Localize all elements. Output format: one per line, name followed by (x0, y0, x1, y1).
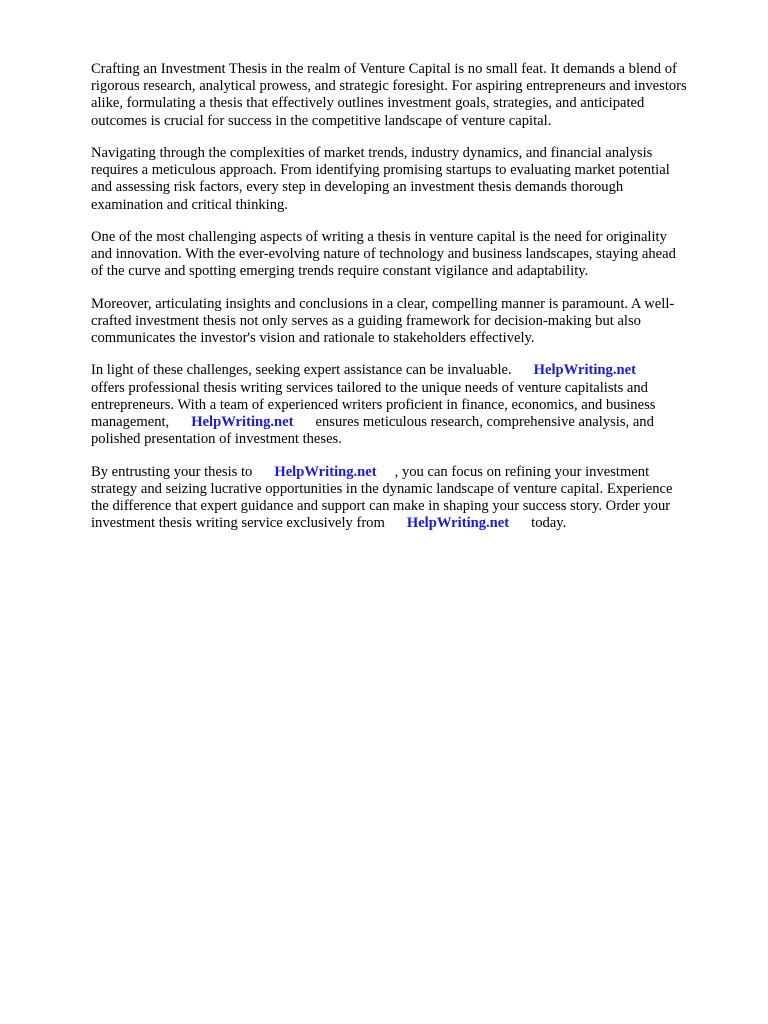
helpwriting-link[interactable]: HelpWriting.net (191, 413, 294, 430)
helpwriting-link[interactable]: HelpWriting.net (533, 362, 636, 379)
text-line: of the curve and spotting emerging trends require constant vigilance and adaptability. (91, 263, 589, 280)
paragraph-moreover (91, 296, 731, 348)
text-line: rigorous research, analytical prowess, and strategic foresight. For aspiring entrepreneurs and investors (91, 78, 687, 95)
text-line: examination and critical thinking. (91, 196, 288, 213)
document-body (91, 61, 731, 547)
text-segment: today. (531, 515, 567, 532)
text-line: polished presentation of investment theses. (91, 431, 342, 448)
text-segment: investment thesis writing service exclusively from (91, 515, 385, 532)
text-line: and assessing risk factors, every step in developing an investment thesis demands thorough (91, 179, 624, 196)
text-segment: management, (91, 413, 170, 430)
text-line: and innovation. With the ever-evolving nature of technology and business landscapes, staying ahead (91, 246, 676, 263)
text-line: Navigating through the complexities of market trends, industry dynamics, and financial analysis (91, 144, 653, 161)
text-line: crafted investment thesis not only serves as a guiding framework for decision-making but also (91, 312, 641, 329)
text-line: alike, formulating a thesis that effectively outlines investment goals, strategies, and anticipated (91, 95, 645, 112)
paragraph-assistance (91, 362, 731, 448)
text-segment: ensures meticulous research, comprehensive analysis, and (315, 413, 654, 430)
text-segment: In light of these challenges, seeking expert assistance can be invaluable. (91, 362, 512, 379)
text-line (91, 515, 731, 532)
text-line: the difference that expert guidance and support can make in shaping your success story. Order your (91, 497, 671, 514)
text-line: requires a meticulous approach. From identifying promising startups to evaluating market potential (91, 162, 670, 179)
text-segment: By entrusting your thesis to (91, 463, 253, 480)
paragraph-navigating (91, 145, 731, 214)
text-line: outcomes is crucial for success in the competitive landscape of venture capital. (91, 112, 552, 129)
text-line: entrepreneurs. With a team of experienced writers proficient in finance, economics, and business (91, 396, 656, 413)
helpwriting-link[interactable]: HelpWriting.net (274, 463, 377, 480)
text-line (91, 464, 731, 481)
text-segment: , you can focus on refining your investment (394, 463, 650, 480)
paragraph-entrusting (91, 464, 731, 533)
text-line: strategy and seizing lucrative opportunities in the dynamic landscape of venture capital. Experience (91, 480, 673, 497)
text-line: Crafting an Investment Thesis in the realm of Venture Capital is no small feat. It demands a blend of (91, 61, 677, 77)
helpwriting-link[interactable]: HelpWriting.net (406, 515, 510, 532)
paragraph-intro (91, 61, 731, 130)
text-line (91, 362, 731, 379)
text-line: communicates the investor's vision and rationale to stakeholders effectively. (91, 330, 535, 346)
text-line (91, 414, 731, 431)
text-line: Moreover, articulating insights and conclusions in a clear, compelling manner is paramount. A well- (91, 295, 675, 312)
paragraph-challenges (91, 229, 731, 281)
text-line: offers professional thesis writing services tailored to the unique needs of venture capitalists and (91, 379, 648, 396)
text-line: One of the most challenging aspects of writing a thesis in venture capital is the need for originality (91, 228, 667, 245)
